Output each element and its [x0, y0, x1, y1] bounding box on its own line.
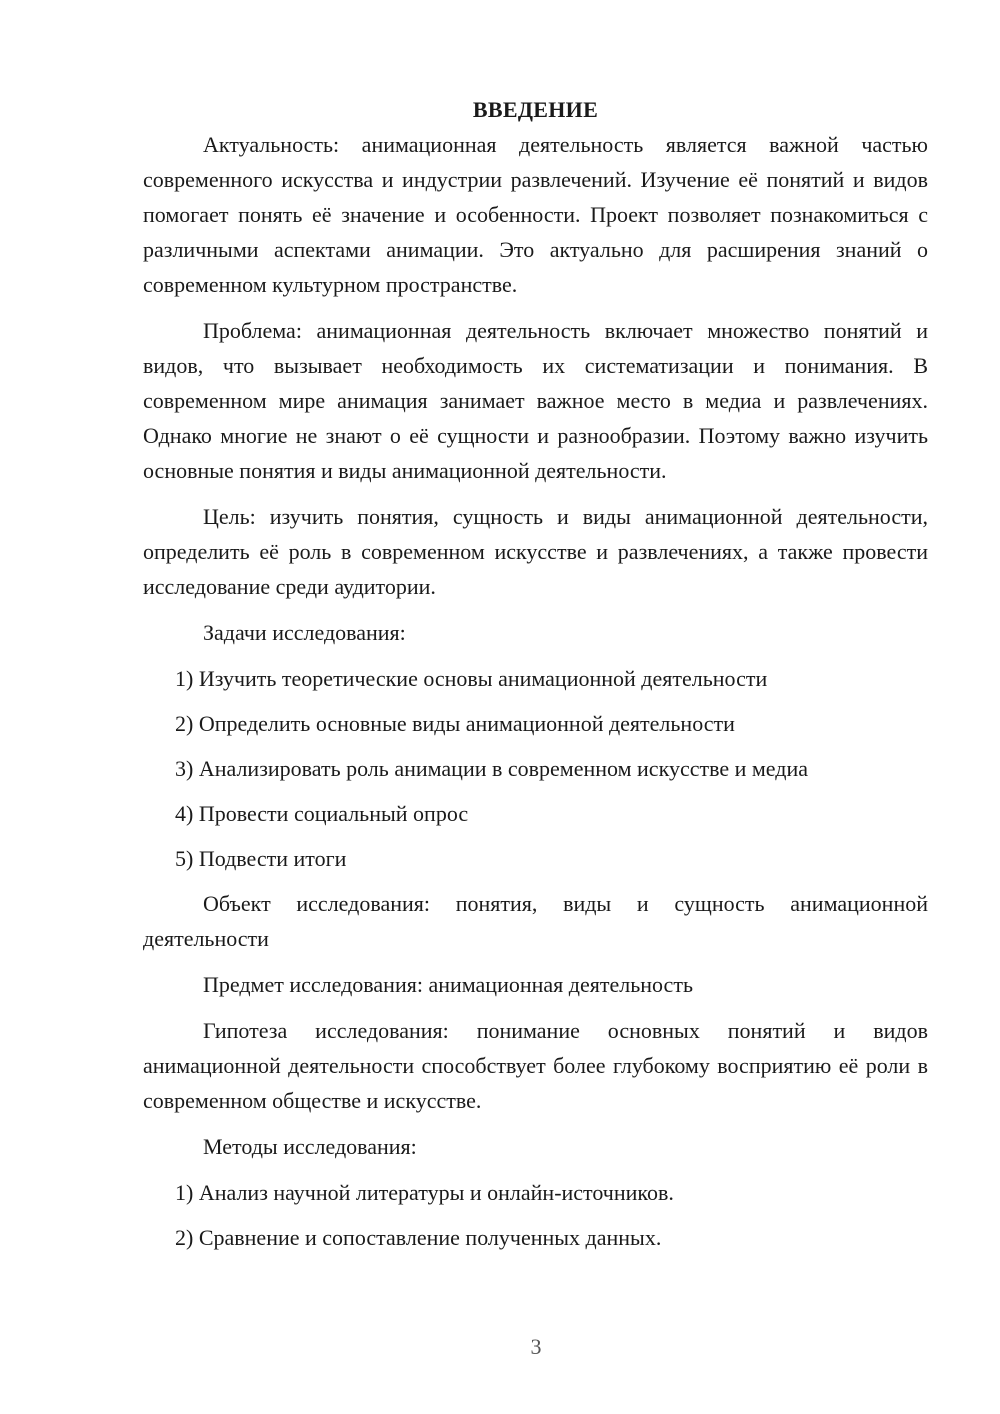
- subject-paragraph: Предмет исследования: анимационная деятельность: [203, 972, 693, 997]
- task-item: 4) Провести социальный опрос: [175, 801, 469, 826]
- relevance-paragraph: Актуальность: анимационная деятельность является важной частью современного искусства и индустрии развлечений. Изучение её понятий и видов помогает понять её значение и особенности. Проект позволяет познакомиться с различными аспектами анимации. Это актуально для расширения знаний о современном культурном пространстве.: [143, 132, 928, 297]
- method-item: 2) Сравнение и сопоставление полученных данных.: [175, 1225, 662, 1250]
- page-content: [143, 92, 928, 1265]
- problem-paragraph: Проблема: анимационная деятельность включает множество понятий и видов, что вызывает необходимость их систематизации и понимания. В современном мире анимация занимает важное место в медиа и развлечениях. Однако многие не знают о её сущности и разнообразии. Поэтому важно изучить основные понятия и виды анимационной деятельности.: [143, 318, 928, 483]
- page-number: 3: [530, 1334, 542, 1359]
- tasks-heading: Задачи исследования:: [203, 620, 406, 645]
- task-item: 3) Анализировать роль анимации в современном искусстве и медиа: [175, 756, 809, 781]
- methods-heading: Методы исследования:: [203, 1134, 417, 1159]
- task-item: 2) Определить основные виды анимационной деятельности: [175, 711, 735, 736]
- method-item: 1) Анализ научной литературы и онлайн-источников.: [175, 1180, 674, 1205]
- task-item: 5) Подвести итоги: [175, 846, 347, 871]
- hypothesis-paragraph: Гипотеза исследования: понимание основных понятий и видов анимационной деятельности способствует более глубокому восприятию её роли в современном обществе и искусстве.: [143, 1018, 928, 1113]
- object-paragraph: Объект исследования: понятия, виды и сущность анимационной деятельности: [143, 891, 928, 951]
- task-item: 1) Изучить теоретические основы анимационной деятельности: [175, 666, 768, 691]
- goal-paragraph: Цель: изучить понятия, сущность и виды анимационной деятельности, определить её роль в современном искусстве и развлечениях, а также провести исследование среди аудитории.: [143, 504, 928, 599]
- section-title: ВВЕДЕНИЕ: [472, 97, 599, 122]
